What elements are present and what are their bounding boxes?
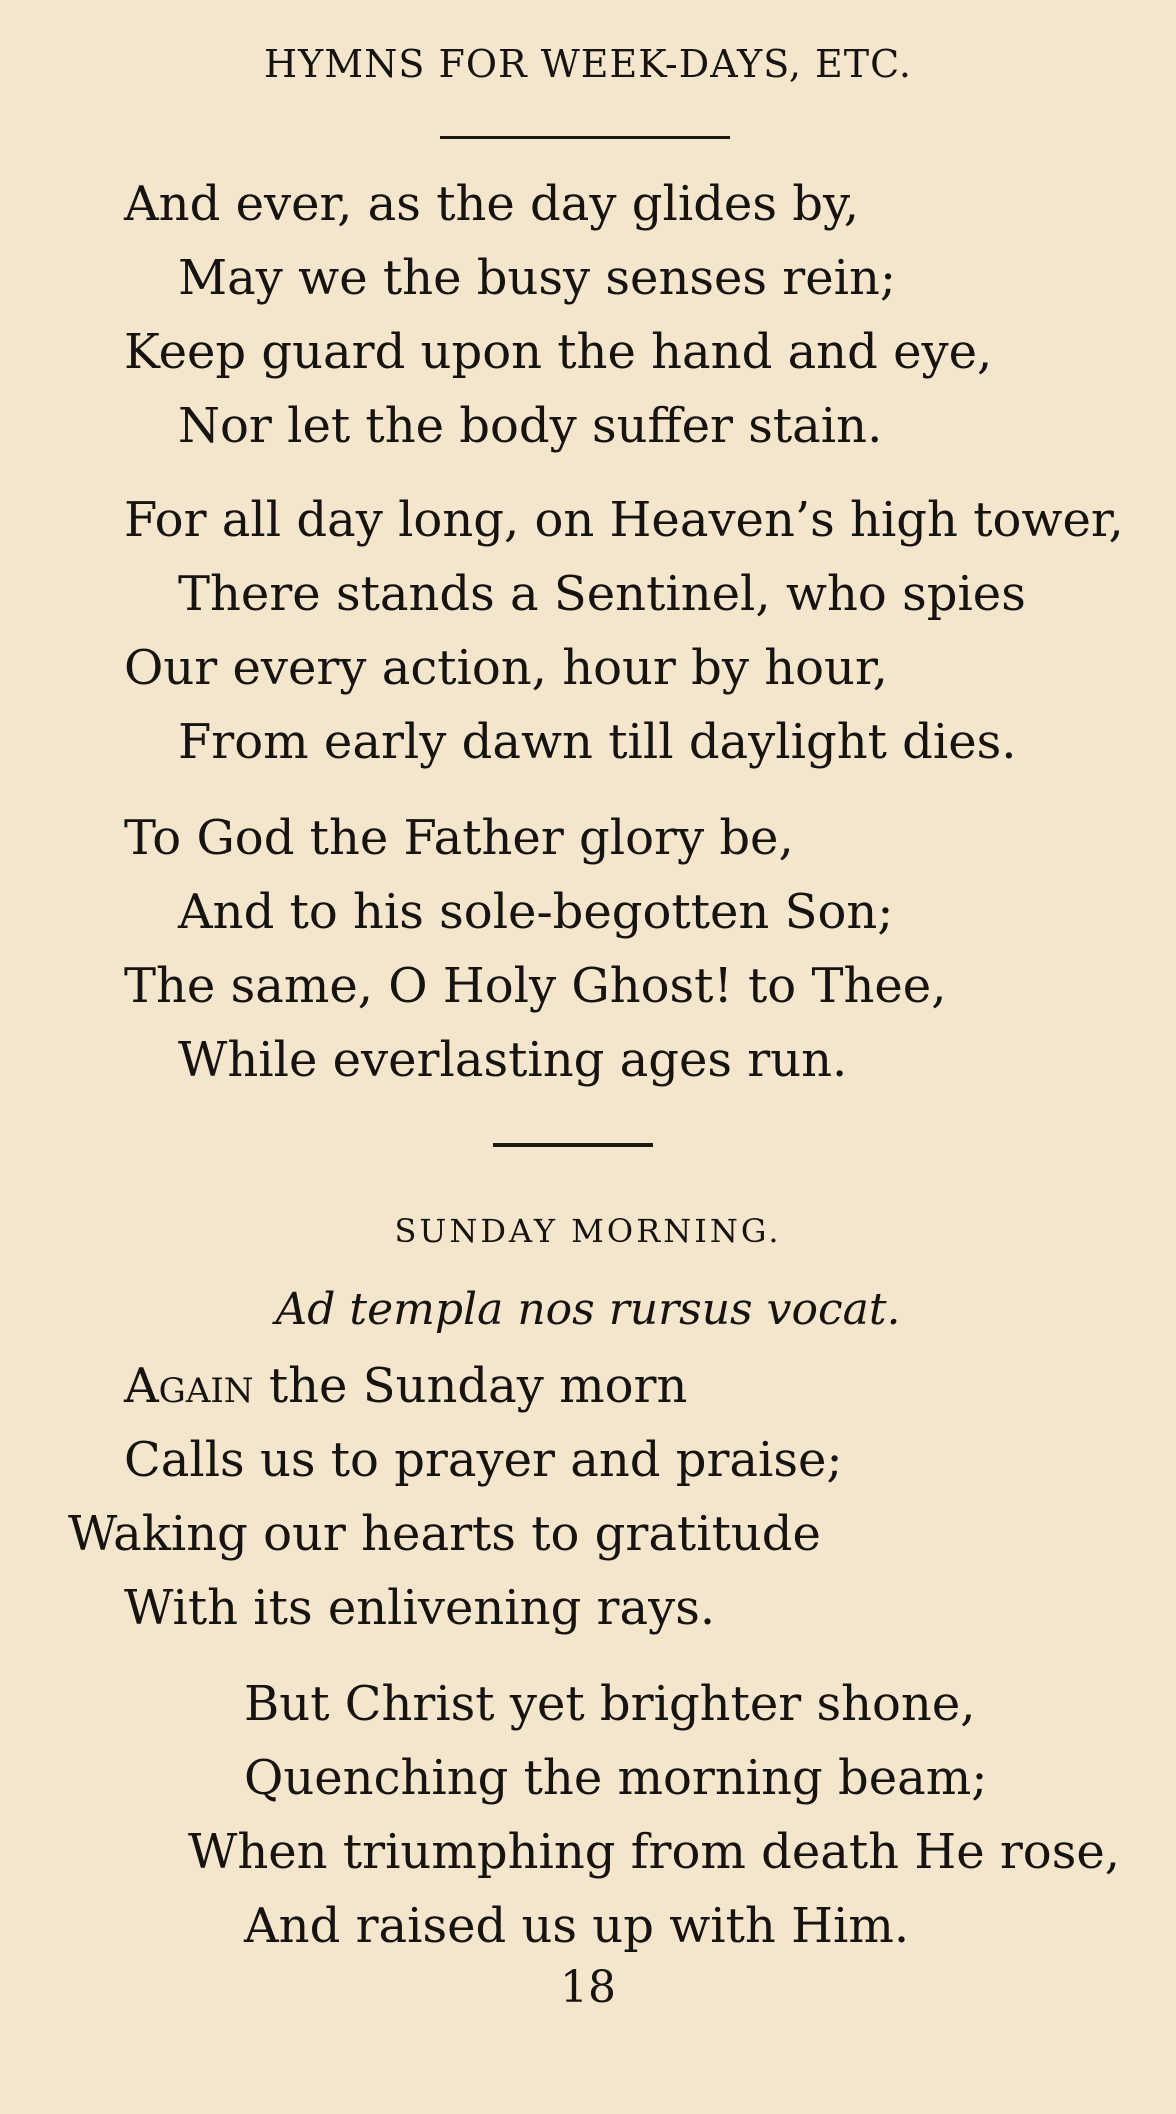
running-head: HYMNS FOR WEEK-DAYS, ETC. <box>264 42 912 86</box>
verse-line: And raised us up with Him. <box>244 1898 910 1954</box>
hymn-subtitle: Ad templa nos rursus vocat. <box>275 1284 901 1335</box>
verse-line: With its enlivening rays. <box>124 1580 716 1636</box>
verse-line: And ever, as the day glides by, <box>124 176 859 232</box>
first-line-rest: the Sunday morn <box>253 1358 688 1414</box>
section-rule <box>493 1143 653 1147</box>
verse-line: Quenching the morning beam; <box>244 1750 988 1806</box>
verse-line: When triumphing from death He rose, <box>188 1824 1120 1880</box>
hymn-title: SUNDAY MORNING. <box>394 1212 782 1250</box>
verse-line-first <box>124 1358 688 1414</box>
verse-line: Waking our hearts to gratitude <box>68 1506 821 1562</box>
drop-word: Again <box>124 1358 254 1414</box>
verse-line: Nor let the body suffer stain. <box>178 398 883 454</box>
verse-line: And to his sole-begotten Son; <box>178 884 894 940</box>
verse-line: While everlasting ages run. <box>178 1032 848 1088</box>
verse-line: The same, O Holy Ghost! to Thee, <box>124 958 947 1014</box>
verse-line: Keep guard upon the hand and eye, <box>124 324 993 380</box>
verse-line: Calls us to prayer and praise; <box>124 1432 843 1488</box>
verse-line: May we the busy senses rein; <box>178 250 897 306</box>
page-number: 18 <box>560 1962 616 2013</box>
verse-line: For all day long, on Heaven’s high tower, <box>124 492 1124 548</box>
header-rule <box>440 136 730 139</box>
verse-line: To God the Father glory be, <box>124 810 794 866</box>
verse-line: But Christ yet brighter shone, <box>244 1676 976 1732</box>
verse-line: There stands a Sentinel, who spies <box>178 566 1026 622</box>
verse-line: From early dawn till daylight dies. <box>178 714 1017 770</box>
verse-line: Our every action, hour by hour, <box>124 640 888 696</box>
